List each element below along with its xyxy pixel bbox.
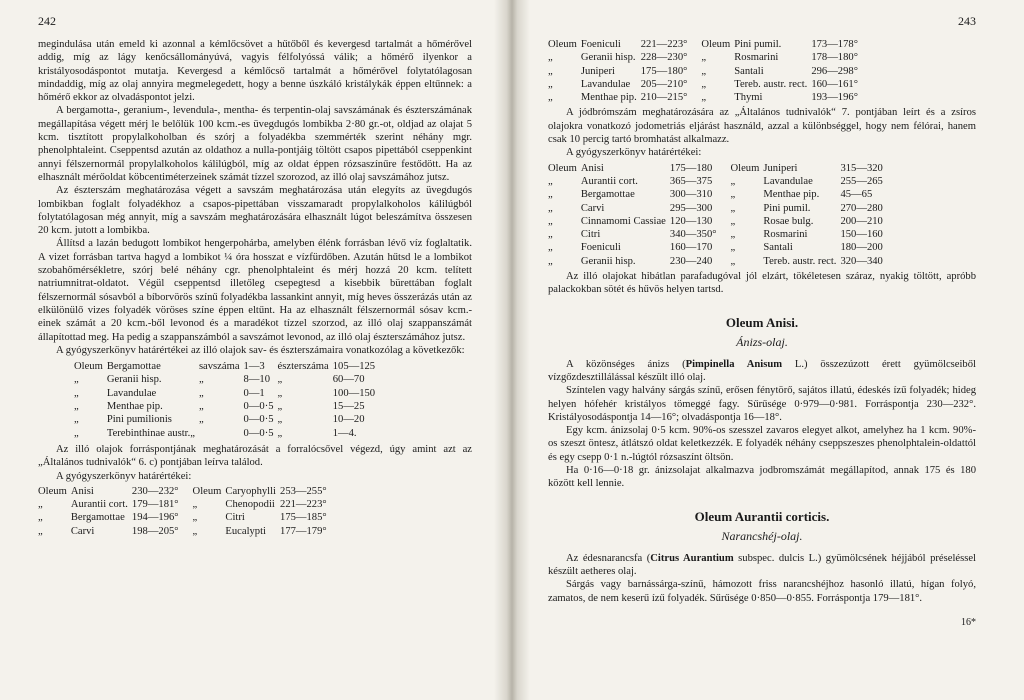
table-cell: „ (548, 52, 553, 64)
table-cell: Oleum (548, 39, 577, 50)
table-cell: 120—130 (669, 215, 713, 227)
paragraph: Az észterszám meghatározása végett a savszám meghatározása után elegyíts az üvegdugós lombikban foglalt folyadékhoz a csapos-pipettában visszamaradt propylalkoholos kálilúgból folytatólagosan még annyit, míg a savszám meghatározására elhasznált lúgot beleszámítva összesen 20 kcm. jutott a lombikba. (38, 185, 472, 237)
table-cell: Carvi (70, 525, 95, 537)
table-cell: 230—240 (669, 255, 713, 267)
table-cell: Eucalypti (225, 525, 266, 537)
table-row (74, 360, 379, 373)
table-row (74, 373, 379, 386)
table-row (74, 387, 379, 400)
table-row (74, 413, 379, 426)
paragraph (548, 358, 976, 385)
table-cell: „ (74, 387, 79, 399)
table-row (548, 175, 887, 188)
table-cell: 315—320 (840, 162, 883, 174)
latin-name: Pimpinella Anisum (685, 358, 783, 370)
table-cell (199, 427, 244, 440)
paragraph (548, 552, 976, 579)
text-span: subspec. dulcis L.) gyümölcsének héjjából préseléssel készült aetheres olaj. (548, 552, 976, 577)
table-cell: 160—170 (669, 242, 713, 254)
table-cell: „ (277, 401, 283, 413)
paragraph: A gyógyszerkönyv határértékei: (56, 470, 192, 482)
table-cell: „ (730, 215, 736, 227)
table-cell: 179—181° (131, 499, 179, 511)
left-page (0, 0, 494, 700)
table-cell: 150—160 (840, 229, 883, 241)
table-cell: „ (277, 387, 283, 399)
table-cell: 320—340 (840, 255, 883, 267)
table-cell: 175—180 (669, 162, 713, 174)
table-cell: 210—215° (640, 92, 688, 104)
table-cell: Citri (580, 229, 601, 241)
table-cell: 0—0·5 (243, 427, 274, 439)
table-cell: Oleum (38, 485, 67, 497)
table-cell: 1—4. (332, 427, 357, 439)
table-cell: 0—1 (243, 387, 265, 399)
table-cell: „ (74, 414, 79, 426)
table-cell: „ (548, 229, 553, 241)
table-cell: „ (730, 229, 736, 241)
table-cell: „ (277, 414, 283, 426)
table-cell: 60—70 (332, 374, 365, 386)
table-cell: Santali (763, 242, 793, 254)
table-cell: 100—150 (332, 387, 376, 399)
table-cell: „ (38, 512, 43, 524)
table-cell: Pini pumilionis (106, 414, 172, 426)
table-cell: „ (192, 525, 198, 537)
table-cell: Tereb. austr. rect. (734, 78, 808, 90)
table-row (548, 255, 887, 268)
paragraph: A bergamotta-, geranium-, levendula-, mentha- és terpentin-olaj savszámának és észterszámának megállapítása végett mérj le belőlük 100 kcm.-es üvegdugós lombikba 2·80 gr.-ot, oldjad az olajat 5 kcm. tisztított propylalkoholban és szórj a folyadékba szemmérték szerint néhány mgr. phenolphtaleint. Cseppentsd azután az oldathoz a nulla-pontjáig töltött csapos pipettából cseppenkint annyi félszernormál propylalkoholos kálilúgból, míg az oldat éppen rózsaszínűre festődött. Ha az elhasznált mérőoldat köbcentiméterzeinek számát tízzel szorozod, az illó olaj savszámához jutsz. (38, 105, 472, 183)
table-cell: Oleum (730, 162, 760, 174)
table-cell: „ (548, 65, 553, 77)
table-row (548, 188, 887, 201)
table-row (548, 228, 887, 241)
table-cell: „ (730, 175, 736, 187)
table-cell: „ (277, 427, 283, 439)
table-cell: Lavandulae (763, 175, 813, 187)
table-cell: észterszáma (277, 361, 329, 373)
table-cell: Chenopodii (225, 499, 275, 511)
signature-mark: 16* (961, 616, 976, 628)
table-row (74, 427, 379, 440)
table-cell: Santali (734, 65, 764, 77)
paragraph: Sárgás vagy barnássárga-színű, hámozott friss narancshéjhoz hasonló illatú, hígan folyó, zamatos, de nem keserű ízű folyadék. Sűrűsége 0·850—0·855. Forráspontja 179—181°. (548, 579, 976, 604)
table-cell: Geranii hisp. (106, 374, 162, 386)
table-cell: Lavandulae (106, 387, 157, 399)
table-row (548, 78, 862, 91)
paragraph: A gyógyszerkönyv határértékei az illó olajok sav- és észterszámaira vonatkozólag a következők: (56, 344, 465, 356)
table-cell: „ (198, 414, 204, 426)
table-cell: „ (74, 374, 79, 386)
iodine-bromine-table (548, 162, 887, 268)
table-cell: Terebinthinae austr.„ (106, 427, 195, 439)
table-cell: „ (701, 92, 707, 104)
table-cell: 180—200 (840, 242, 883, 254)
table-cell: „ (701, 52, 707, 64)
table-cell: 15—25 (332, 401, 365, 413)
section-subtitle: Ánizs-olaj. (736, 334, 788, 349)
table-cell: „ (548, 202, 553, 214)
table-cell: „ (548, 242, 553, 254)
table-cell: „ (277, 374, 283, 386)
table-cell: 173—178° (811, 39, 858, 50)
latin-name: Citrus Aurantium (650, 552, 734, 564)
table-cell: 175—180° (640, 65, 688, 77)
section-subtitle: Narancshéj-olaj. (721, 528, 803, 543)
paragraph: Egy kcm. ánizsolaj 0·5 kcm. 90%-os szesszel zavaros elegyet alkot, amelyhez ha 1 kcm. 90%-os szeszt öntesz, átlátszó oldat keletkezzék. E folyadék néhány cseppszeszes phenolphtalein-oldattól és egy csepp 0·1 n.-lúgtól rózsaszínt öltsön. (548, 425, 976, 463)
table-cell: Citri (225, 512, 245, 524)
table-cell: Oleum (74, 361, 103, 373)
table-cell: Bergamottae (70, 512, 125, 524)
book-gutter (494, 0, 530, 700)
table-row (548, 65, 862, 78)
table-cell: 253—255° (280, 485, 327, 497)
table-cell: 177—179° (280, 525, 327, 537)
table-cell: 45—65 (840, 189, 873, 201)
right-page (530, 0, 1024, 700)
table-cell: 178—180° (811, 52, 858, 64)
table-cell: 10—20 (332, 414, 365, 426)
table-cell: 160—161° (811, 78, 858, 90)
table-cell: 194—196° (131, 512, 179, 524)
paragraph: megindulása után emeld ki azonnal a kémlőcsövet a hűtőből és kevergesd tartalmát a hőmérővel addig, míg az lágy kenőcsállományúvá, vagyis félfolyóssá válik; a hőmérő ilyenkor a kristályosodáspontot mutatja. Kevergesd a kémlőcső tartalmát a hőmérővel folytatólagosan mindaddig, míg az olaj annyira megmelegedett, hogy a benne úszkáló kristálykák éppen eltűnnek: a hőmérő ekkor az olvadáspontot jelzi. (38, 39, 472, 104)
table-cell: 270—280 (840, 202, 883, 214)
table-row (548, 162, 887, 175)
table-cell: Geranii hisp. (580, 52, 636, 64)
table-cell: Cinnamomi Cassiae (580, 215, 666, 227)
table-cell: 1—3 (243, 361, 265, 373)
table-cell: „ (38, 525, 43, 537)
table-cell: „ (730, 202, 736, 214)
table-cell: Juniperi (580, 65, 615, 77)
table-cell: Rosmarini (734, 52, 779, 64)
page-number-left: 242 (38, 14, 56, 28)
table-cell: „ (730, 189, 736, 201)
table-cell: 300—310 (669, 189, 713, 201)
paragraph: Állítsd a lazán bedugott lombikot hengerpohárba, amelyben élénk forrásban lévő víz foglaltatik. A vizet forrásban tartva hagyd a lombikot ¼ óra hosszat e vízfürdőben. Azután hűtsd le a lombikot szobahőmérsékletre, szórj belé néhány cgr. phenolphtaleint és mérj hozzá 20 kcm. telített natriumnitrat-oldatot. Végül cseppentsd illetőleg csepegtesd a kisebbik bürettában foglalt félszernormál sósavból a bíborvörös színű folyadékba lassankint annyit, míg heves összerázás után az elkülönülő vizes folyadék vöröses színe éppen eltűnt. Ha az elhasznált félszernormál sósav kcm.-einek számát a 20 kcm.-ből levonod és a maradékot tízzel szorzod, az illó olaj szappanszámát állapítottad meg. Ha pedig a szappanszámból a savszámot levonod, az illó olaj észterszámához jutsz. (38, 238, 472, 343)
paragraph: Az illó olajok forráspontjának meghatározását a forralócsővel végezd, úgy amint azt az „Általános tudnivalók“ 6. c) pontjában leírva találod. (38, 443, 472, 469)
boiling-point-table-continued (548, 38, 862, 104)
table-cell: 228—230° (640, 52, 688, 64)
table-cell: 255—265 (840, 175, 883, 187)
table-row (548, 38, 862, 51)
table-cell: 175—185° (280, 512, 327, 524)
table-cell: 221—223° (640, 39, 688, 50)
table-row (38, 485, 331, 498)
table-cell: Oleum (548, 162, 577, 174)
page-number-right: 243 (958, 14, 976, 28)
table-cell: Tereb. austr. rect. (763, 255, 837, 267)
table-row (548, 215, 887, 228)
table-cell: „ (548, 189, 553, 201)
table-cell: Pini pumil. (763, 202, 811, 214)
text-span: Az édesnarancsfa ( (566, 552, 651, 564)
table-cell: „ (701, 78, 707, 90)
table-cell: 200—210 (840, 215, 883, 227)
table-cell: „ (548, 215, 553, 227)
table-cell: „ (548, 255, 553, 267)
table-cell: „ (74, 401, 79, 413)
table-row (74, 400, 379, 413)
text-span: L.) összezúzott érett gyümölcseiből vízgőzdesztillálással készült illó olaj. (548, 358, 976, 383)
acid-ester-table (74, 360, 379, 440)
table-row (38, 511, 331, 524)
table-cell: Aurantii cort. (70, 499, 128, 511)
table-cell: Pini pumil. (734, 39, 782, 50)
table-cell: 221—223° (280, 499, 327, 511)
table-cell: „ (548, 175, 553, 187)
table-row (38, 498, 331, 511)
table-row (548, 202, 887, 215)
table-cell: Bergamottae (106, 361, 161, 373)
table-cell: „ (730, 242, 736, 254)
table-cell: Anisi (70, 485, 94, 497)
table-cell: savszáma (198, 361, 240, 373)
table-cell: Oleum (701, 39, 731, 50)
table-cell: 0—0·5 (243, 401, 274, 413)
table-cell: 295—300 (669, 202, 713, 214)
paragraph: Ha 0·16—0·18 gr. ánizsolajat alkalmazva jodbromszámát megállapítod, annak 175 és 180 között kell lennie. (548, 465, 976, 490)
table-cell: 205—210° (640, 78, 688, 90)
table-cell: Thymi (734, 92, 763, 104)
table-cell: „ (198, 387, 204, 399)
table-cell: 193—196° (811, 92, 858, 104)
table-cell: 340—350° (669, 229, 717, 241)
table-cell: Menthae pip. (580, 92, 637, 104)
table-row (548, 91, 862, 104)
table-cell: 365—375 (669, 175, 713, 187)
table-cell: Bergamottae (580, 189, 635, 201)
paragraph: A gyógyszerkönyv határértékei: (566, 147, 702, 159)
table-cell: „ (548, 78, 553, 90)
paragraph: Az illó olajokat hibátlan parafadugóval jól elzárt, tökéletesen száraz, nyakig töltött, apróbb palackokban sötét és hűvös helyen tartsd. (548, 271, 976, 296)
boiling-point-table (38, 485, 331, 538)
table-cell: „ (192, 512, 198, 524)
table-cell: 0—0·5 (243, 414, 274, 426)
table-cell: 296—298° (811, 65, 858, 77)
paragraph: A jódbrómszám meghatározására az „Általános tudnivalók“ 7. pontjában leírt és a zsíros olajokra vonatkozó jodometriás eljárást használd, azzal a különbséggel, hogy nem félórai, hanem csak 10 percig tartó bromhatást alkalmazz. (548, 107, 976, 146)
table-row (38, 525, 331, 538)
table-cell: „ (74, 427, 79, 439)
table-cell: „ (730, 255, 736, 267)
table-row (548, 51, 862, 64)
table-cell: 230—232° (131, 485, 179, 497)
table-cell: Lavandulae (580, 78, 631, 90)
paragraph: Színtelen vagy halvány sárgás színű, erősen fénytörő, sajátos illatú, édeskés ízű folyadék; hideg helyen hófehér kristályos tömeggé fagy. Sűrűsége 0·979—0·981. Forráspontja 230—232°. Kristályosodáspontja 14—16°; olvadáspontja 16—18°. (548, 385, 976, 423)
table-cell: Rosmarini (763, 229, 808, 241)
table-cell: „ (701, 65, 707, 77)
table-cell: „ (198, 401, 204, 413)
table-cell: 8—10 (243, 374, 271, 386)
table-cell: „ (38, 499, 43, 511)
table-cell: „ (198, 374, 204, 386)
table-cell: Aurantii cort. (580, 175, 638, 187)
table-cell: Juniperi (763, 162, 798, 174)
table-cell: 105—125 (332, 361, 376, 373)
section-title: Oleum Anisi. (725, 314, 799, 330)
table-cell: Anisi (580, 162, 604, 174)
table-cell: Oleum (192, 485, 222, 497)
table-cell: Carvi (580, 202, 605, 214)
table-cell: Menthae pip. (106, 401, 163, 413)
table-cell: Foeniculi (580, 242, 621, 254)
table-cell: Caryophylli (225, 485, 277, 497)
table-cell: Rosae bulg. (763, 215, 814, 227)
table-cell: Menthae pip. (763, 189, 820, 201)
table-cell: Foeniculi (580, 39, 621, 50)
table-cell: Geranii hisp. (580, 255, 636, 267)
table-cell: 198—205° (131, 525, 179, 537)
text-span: A közönséges ánizs ( (566, 358, 686, 370)
table-row (548, 241, 887, 254)
table-cell: „ (548, 92, 553, 104)
table-cell: „ (192, 499, 198, 511)
section-title: Oleum Aurantii corticis. (694, 508, 830, 524)
